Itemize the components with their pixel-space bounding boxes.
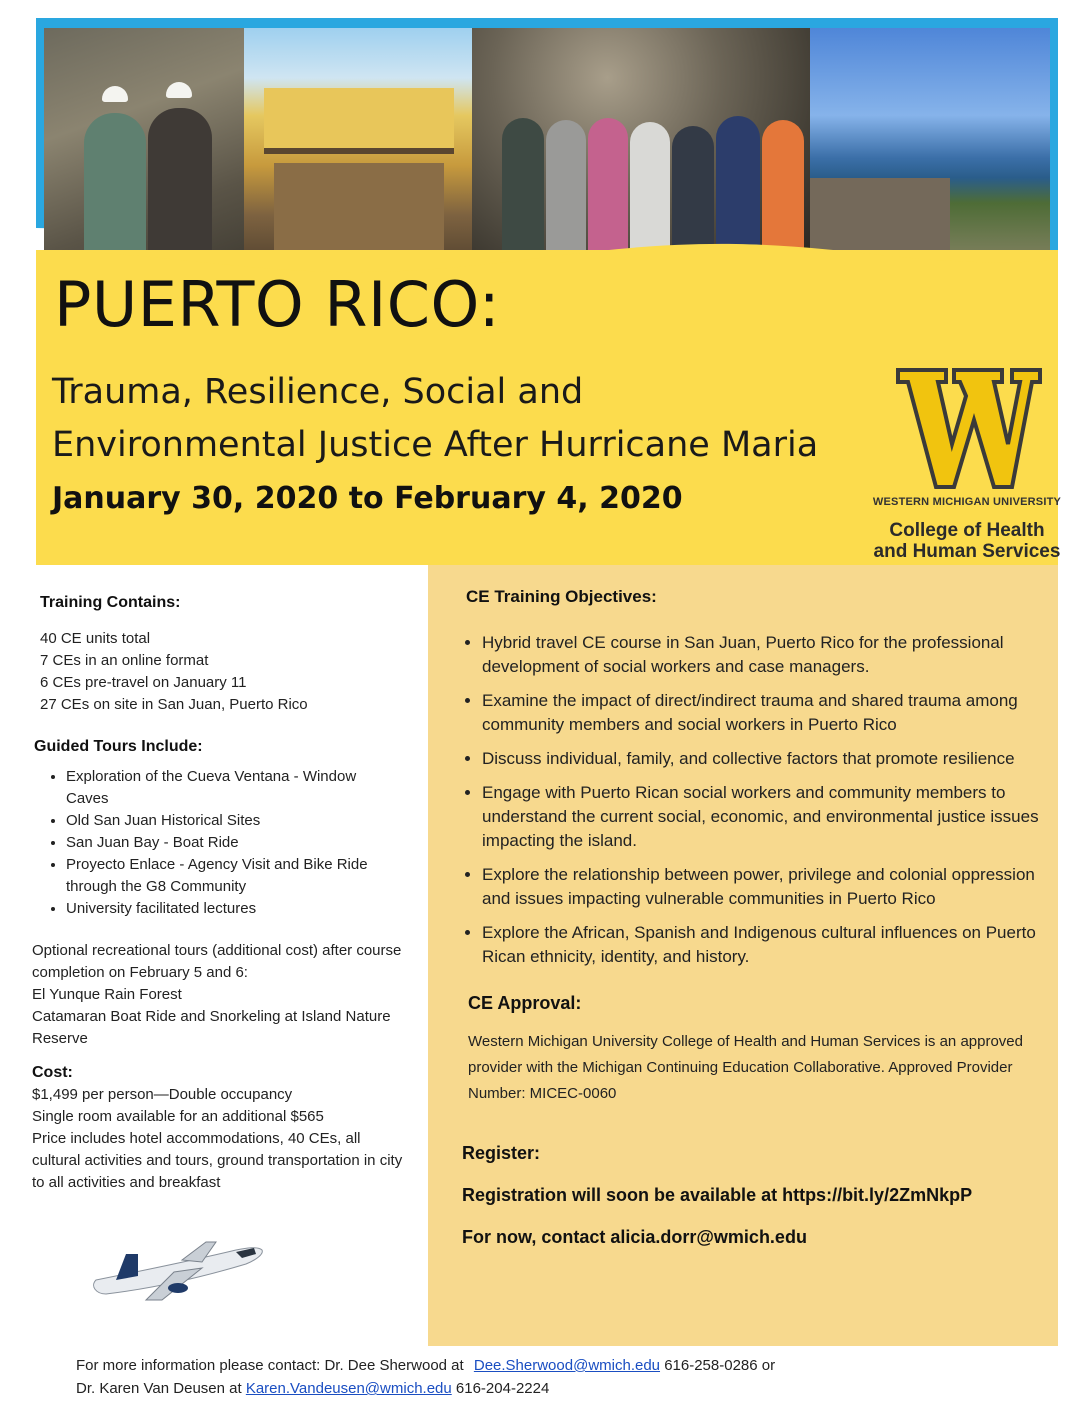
training-item: 27 CEs on site in San Juan, Puerto Rico [40,696,308,713]
optional-item: El Yunque Rain Forest [32,986,182,1003]
objective-item: • Explore the African, Spanish and Indigenous cultural influences on Puerto Rican ethnicity, identity, and history. [482,921,1048,969]
approval-heading: CE Approval: [468,993,582,1013]
footer-phone: 616-258-0286 or [664,1357,776,1374]
email-link-vandeusen[interactable]: Karen.Vandeusen@wmich.edu [245,1380,452,1397]
cost-heading: Cost: [32,1064,73,1081]
tour-item: • Old San Juan Historical Sites [66,810,422,832]
university-name: WESTERN MICHIGAN UNIVERSITY [872,496,1062,508]
helmet-icon [102,86,128,102]
footer-line [76,1377,1076,1400]
college-name [862,520,1072,562]
tours-heading: Guided Tours Include: [34,738,203,755]
training-list [40,628,422,716]
objective-item: • Discuss individual, family, and collective factors that promote resilience [482,747,1048,771]
cost-line: Price includes hotel accommodations, 40 CEs, all cultural activities and tours, ground transportation in city to all activities and breakfast [32,1130,403,1191]
objective-item: • Explore the relationship between power, privilege and colonial oppression and issues impacting vulnerable communities in Puerto Rico [482,863,1048,911]
page-title: PUERTO RICO: [54,268,501,341]
footer-text: For more information please contact: Dr. Dee Sherwood at [76,1357,468,1374]
objective-item: • Hybrid travel CE course in San Juan, Puerto Rico for the professional development of social workers and case managers. [482,631,1048,679]
training-heading: Training Contains: [40,594,181,611]
airplane-icon [86,1228,266,1308]
register-link-text[interactable]: Registration will soon be available at https://bit.ly/2ZmNkpP [462,1185,973,1205]
training-item: 7 CEs in an online format [40,652,209,669]
objective-item: • Examine the impact of direct/indirect trauma and shared trauma among community members and social workers in Puerto Rico [482,689,1048,737]
right-column [448,585,1048,1249]
objective-item: • Engage with Puerto Rican social workers and community members to understand the current social, economic, and environmental justice issues impacting the island. [482,781,1048,853]
optional-intro: Optional recreational tours (additional cost) after course completion on February 5 and 6: [32,942,402,981]
cost-line: $1,499 per person—Double occupancy [32,1086,293,1103]
footer-contact [76,1354,1076,1400]
register-heading: Register: [462,1143,541,1163]
wmu-w-logo-icon [894,366,1044,491]
tour-item: • Proyecto Enlace - Agency Visit and Bike Ride through the G8 Community [66,854,396,898]
subtitle-line: Trauma, Resilience, Social and [52,372,584,412]
training-item: 6 CEs pre-travel on January 11 [40,674,247,691]
tour-item: • University facilitated lectures [66,898,422,920]
tour-item: • San Juan Bay - Boat Ride [66,832,422,854]
tours-list [32,766,422,920]
left-column [32,592,422,1194]
college-line: College of Health [889,520,1045,541]
approval-text: Western Michigan University College of Health and Human Services is an approved provider with the Michigan Continuing Education Collaborative. Approved Provider Number: MICEC-0060 [468,1033,1023,1102]
register-contact-text[interactable]: For now, contact alicia.dorr@wmich.edu [462,1227,807,1247]
cost-line: Single room available for an additional $565 [32,1108,324,1125]
helmet-icon [166,82,192,98]
objectives-list [448,631,1048,969]
college-line: and Human Services [873,541,1061,562]
email-link-sherwood[interactable]: Dee.Sherwood@wmich.edu [473,1357,661,1374]
footer-line [76,1354,1076,1377]
event-dates: January 30, 2020 to February 4, 2020 [52,481,683,516]
footer-text: Dr. Karen Van Deusen at [76,1380,246,1397]
footer-phone: 616-204-2224 [455,1380,550,1397]
tour-item: • Exploration of the Cueva Ventana - Window Caves [66,766,396,810]
training-item: 40 CE units total [40,630,151,647]
page-subtitle [52,366,882,472]
optional-tours [32,940,402,1050]
building-balcony [264,88,454,154]
cost-details [32,1084,407,1194]
subtitle-line: Environmental Justice After Hurricane Maria [52,425,819,465]
optional-item: Catamaran Boat Ride and Snorkeling at Island Nature Reserve [32,1008,391,1047]
objectives-heading: CE Training Objectives: [466,587,657,606]
